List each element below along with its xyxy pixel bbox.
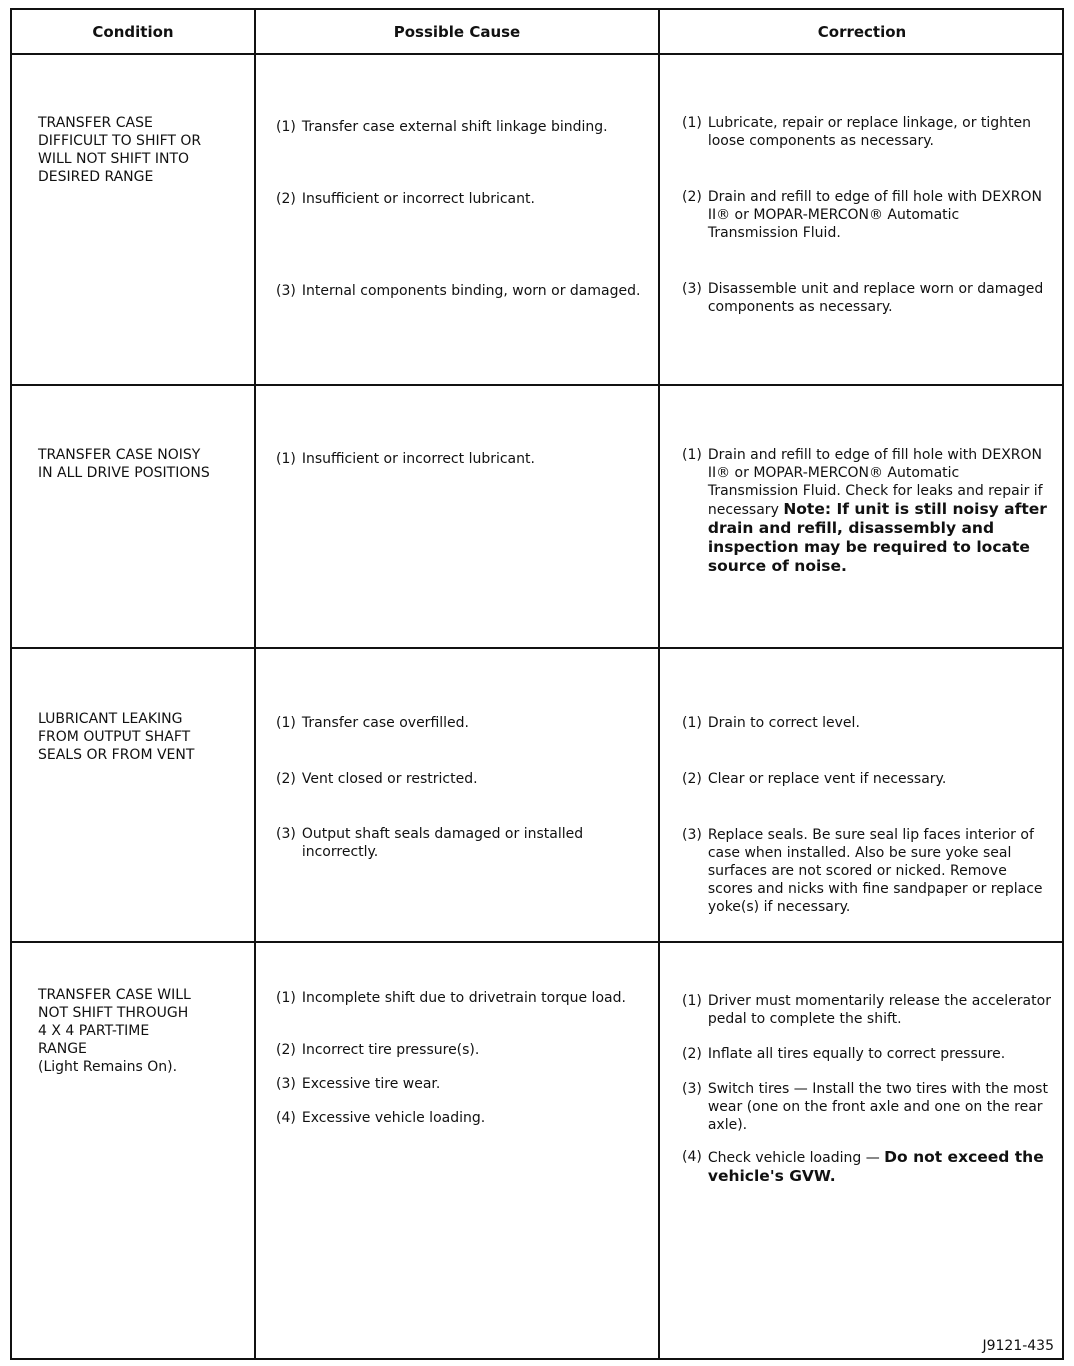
correction-item-number: (1) [682, 447, 702, 463]
cause-item-text: Vent closed or restricted. [301, 771, 478, 787]
condition-line: DIFFICULT TO SHIFT OR [38, 133, 202, 149]
correction-item-note: Note: If unit is still noisy after drain and refill, disassembly and inspection may be required to locate source of noise. [707, 500, 1047, 575]
condition-text [38, 114, 248, 186]
condition-line: SEALS OR FROM VENT [38, 747, 195, 763]
condition-line: WILL NOT SHIFT INTO [38, 151, 190, 167]
cause-item-text: Insufficient or incorrect lubricant. [301, 191, 535, 207]
header-condition: Condition [92, 23, 174, 41]
cause-item-number: (2) [276, 771, 296, 787]
correction-item [682, 280, 1052, 316]
correction-item [682, 826, 1052, 916]
cause-item [276, 1075, 646, 1093]
correction-item [682, 188, 1052, 242]
cause-item-text: Incomplete shift due to drivetrain torque load. [301, 990, 626, 1006]
condition-line: TRANSFER CASE NOISY [38, 447, 201, 463]
condition-text [38, 710, 248, 764]
cause-item-number: (1) [276, 990, 296, 1006]
header-possible-cause: Possible Cause [393, 23, 521, 41]
cause-item [276, 770, 646, 788]
diagnosis-chart [10, 8, 1064, 1360]
condition-line: DESIRED RANGE [38, 169, 154, 185]
cause-item [276, 989, 646, 1007]
correction-item [682, 114, 1052, 150]
cause-item-text: Transfer case overfilled. [301, 715, 469, 731]
header-correction: Correction [817, 23, 907, 41]
cause-item [276, 190, 646, 208]
condition-line: NOT SHIFT THROUGH [38, 1005, 189, 1021]
cause-item-number: (3) [276, 826, 296, 842]
correction-item-number: (4) [682, 1149, 702, 1165]
condition-line: FROM OUTPUT SHAFT [38, 729, 191, 745]
correction-item-text: Clear or replace vent if necessary. [707, 771, 947, 787]
condition-line: LUBRICANT LEAKING [38, 711, 183, 727]
cause-item [276, 118, 646, 136]
row-divider [12, 647, 1062, 649]
cause-item-number: (2) [276, 1042, 296, 1058]
condition-line: (Light Remains On). [38, 1059, 178, 1075]
correction-item [682, 1080, 1052, 1134]
correction-item-number: (1) [682, 715, 702, 731]
cause-item-number: (3) [276, 283, 296, 299]
correction-item-text: Replace seals. Be sure seal lip faces interior of case when installed. Also be sure yoke seal surfaces are not scored or nicked. Remove scores and nicks with fine sandpaper or replace yoke(s) if necessary. [707, 827, 1043, 915]
correction-item-number: (1) [682, 993, 702, 1009]
cause-item-text: Excessive vehicle loading. [301, 1110, 486, 1126]
condition-text [38, 986, 248, 1076]
correction-item [682, 714, 1052, 732]
cause-item-number: (2) [276, 191, 296, 207]
condition-line: TRANSFER CASE WILL [38, 987, 191, 1003]
cause-item [276, 450, 646, 468]
correction-item-text: Driver must momentarily release the accelerator pedal to complete the shift. [707, 993, 1051, 1027]
cause-item-number: (1) [276, 715, 296, 731]
cause-item-number: (1) [276, 119, 296, 135]
correction-item [682, 446, 1052, 576]
cause-item-number: (4) [276, 1110, 296, 1126]
correction-item-text: Drain and refill to edge of fill hole with DEXRON II® or MOPAR-MERCON® Automatic Transmission Fluid. Check for leaks and repair if necessary [707, 447, 1043, 518]
condition-line: RANGE [38, 1041, 87, 1057]
correction-item-number: (3) [682, 1081, 702, 1097]
cause-item-text: Incorrect tire pressure(s). [301, 1042, 480, 1058]
figure-code: J9121-435 [982, 1338, 1054, 1354]
cause-item-text: Excessive tire wear. [301, 1076, 441, 1092]
cause-item-text: Insufficient or incorrect lubricant. [301, 451, 535, 467]
correction-item-note: Do not exceed the vehicle's GVW. [707, 1148, 1044, 1185]
row-divider [12, 941, 1062, 943]
cause-item [276, 714, 646, 732]
correction-item [682, 770, 1052, 788]
row-divider [12, 384, 1062, 386]
cause-item [276, 1109, 646, 1127]
correction-item-number: (2) [682, 771, 702, 787]
column-divider [254, 10, 256, 1358]
cause-item-text: Internal components binding, worn or damaged. [301, 283, 641, 299]
correction-item-text: Switch tires — Install the two tires with the most wear (one on the front axle and one on the rear axle). [707, 1081, 1048, 1133]
cause-item-text: Output shaft seals damaged or installed incorrectly. [301, 826, 584, 860]
correction-item-text: Drain to correct level. [707, 715, 860, 731]
cause-item-number: (3) [276, 1076, 296, 1092]
column-divider [658, 10, 660, 1358]
cause-item [276, 825, 646, 861]
correction-item-text: Check vehicle loading — [707, 1150, 880, 1166]
correction-item-text: Disassemble unit and replace worn or damaged components as necessary. [707, 281, 1044, 315]
condition-line: TRANSFER CASE [38, 115, 153, 131]
correction-item-number: (3) [682, 281, 702, 297]
cause-item [276, 282, 646, 300]
correction-item [682, 1148, 1052, 1186]
correction-item-number: (2) [682, 1046, 702, 1062]
condition-line: IN ALL DRIVE POSITIONS [38, 465, 210, 481]
condition-text [38, 446, 248, 482]
correction-item-text: Drain and refill to edge of fill hole with DEXRON II® or MOPAR-MERCON® Automatic Transmission Fluid. [707, 189, 1042, 241]
correction-item-number: (1) [682, 115, 702, 131]
correction-item-text: Lubricate, repair or replace linkage, or tighten loose components as necessary. [707, 115, 1032, 149]
cause-item-number: (1) [276, 451, 296, 467]
correction-item [682, 992, 1052, 1028]
cause-item-text: Transfer case external shift linkage binding. [301, 119, 608, 135]
condition-line: 4 X 4 PART-TIME [38, 1023, 150, 1039]
cause-item [276, 1041, 646, 1059]
correction-item-number: (2) [682, 189, 702, 205]
correction-item-text: Inflate all tires equally to correct pressure. [707, 1046, 1006, 1062]
correction-item-number: (3) [682, 827, 702, 843]
correction-item [682, 1045, 1052, 1063]
